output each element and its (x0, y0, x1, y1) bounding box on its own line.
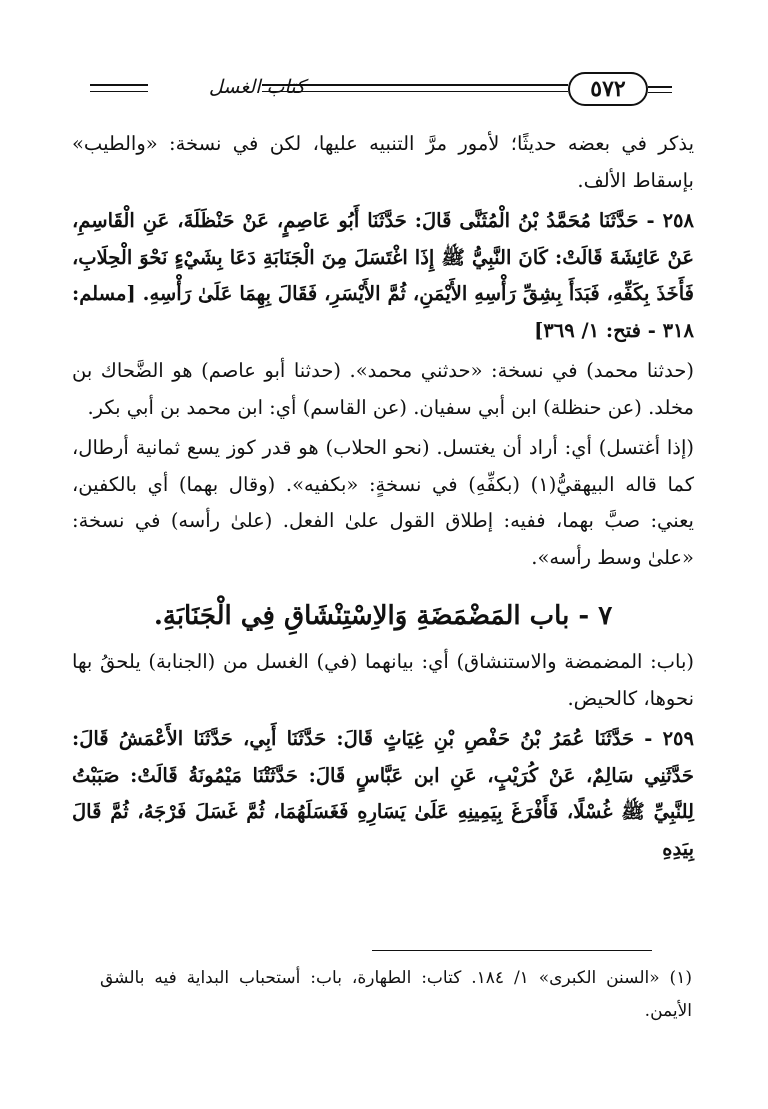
header-rule-right-thin (90, 91, 148, 92)
main-text (72, 126, 694, 871)
chapter-explanation: (باب: المضمضة والاستنشاق) أي: بيانهما (في) الغسل من (الجنابة) يلحقُ بها نحوها، كالحيض. (72, 650, 694, 710)
header-rule-left-thin (648, 92, 672, 93)
footnote: (١) «السنن الكبرى» ١/ ١٨٤. كتاب: الطهارة، باب: أستحباب البداية فيه بالشق الأيمن. (100, 968, 692, 1021)
header-rule-middle-thin (262, 91, 568, 92)
commentary-explanation: (إذا أغتسل) أي: أراد أن يغتسل. (نحو الحلاب) هو قدر كوز يسع ثمانية أرطال، كما قاله البيهقيُّ(١) (بكفِّهِ) في نسخةٍ: «بكفيه». (وقال بهما) أي بالكفين، يعني: صبَّ بهما، ففيه: إطلاق القول علىٰ الفعل. (علىٰ رأسه) في نسخة: «علىٰ وسط رأسه». (72, 436, 694, 569)
hadith-259: ٢٥٩ - حَدَّثَنَا عُمَرُ بْنُ حَفْصِ بْنِ غِيَاثٍ قَالَ: حَدَّثَنَا أَبِي، حَدَّثَنَا الأَعْمَشُ قَالَ: حَدَّثَنِي سَالِمٌ، عَنْ كُرَيْبٍ، عَنِ ابن عَبَّاسٍ قَالَ: حَدَّثَتْنَا مَيْمُونَةُ قَالَتْ: صَبَبْتُ لِلنَّبِيِّ ﷺ غُسْلًا، فَأَفْرَغَ بِيَمِينِهِ عَلَىٰ يَسَارِهِ فَغَسَلَهُمَا، ثُمَّ غَسَلَ فَرْجَهُ، ثُمَّ قَالَ بِيَدِهِ (72, 727, 694, 860)
book-title: كتاب الغسل (208, 76, 305, 98)
header-rule-right (90, 84, 148, 86)
paragraph-intro: يذكر في بعضه حديثًا؛ لأمور مرَّ التنبيه عليها، لكن في نسخة: «والطيب» بإسقاط الألف. (72, 132, 694, 192)
chapter-heading: ٧ - باب المَضْمَضَةِ وَالاِسْتِنْشَاقِ فِي الْجَنَابَةِ. (153, 601, 613, 631)
page-header (90, 66, 675, 114)
footnote-divider (372, 950, 652, 951)
header-rule-middle (262, 84, 568, 86)
commentary-narrators: (حدثنا محمد) في نسخة: «حدثني محمد». (حدثنا أبو عاصم) هو الضَّحاك بن مخلد. (عن حنظلة) ابن أبي سفيان. (عن القاسم) أي: ابن محمد بن أبي بكر. (72, 359, 694, 419)
header-rule-left (648, 86, 672, 88)
page-number: ٥٧٢ (568, 72, 648, 106)
hadith-258: ٢٥٨ - حَدَّثَنَا مُحَمَّدُ بْنُ الْمُثَنَّى قَالَ: حَدَّثَنَا أَبُو عَاصِمٍ، عَنْ حَنْظَلَةَ، عَنِ الْقَاسِمِ، عَنْ عَائِشَةَ قَالَتْ: كَانَ النَّبِيُّ ﷺ إِذَا اغْتَسَلَ مِنَ الْجَنَابَةِ دَعَا بِشَيْءٍ نَحْوَ الْحِلَابِ، فَأَخَذَ بِكَفِّهِ، فَبَدَأَ بِشِقِّ رَأْسِهِ الأَيْمَنِ، ثُمَّ الأَيْسَرِ، فَقَالَ بِهِمَا عَلَىٰ رَأْسِهِ. [مسلم: ٣١٨ - فتح: ١/ ٣٦٩] (72, 209, 694, 342)
